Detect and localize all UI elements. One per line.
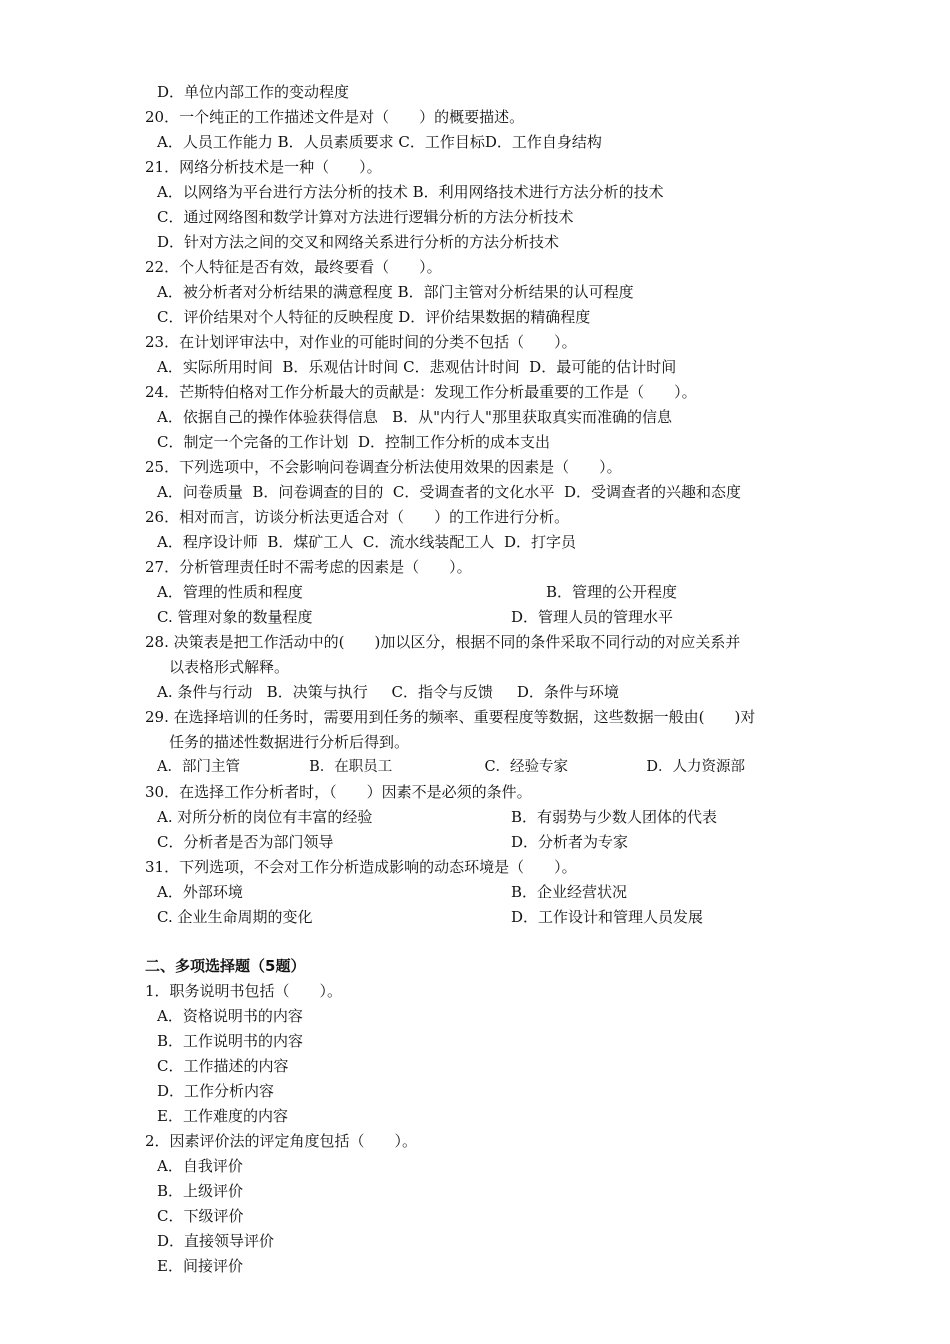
options-22-ab: A．被分析者对分析结果的满意程度 B．部门主管对分析结果的认可程度 xyxy=(157,283,634,301)
multi-option-2d: D．直接领导评价 xyxy=(157,1232,275,1250)
option-31-b: B．企业经营状况 xyxy=(511,883,628,901)
question-31: 31．下列选项，不会对工作分析造成影响的动态环境是（ ）。 xyxy=(145,858,577,876)
options-24-ab: A．依据自己的操作体验获得信息 B．从"内行人"那里获取真实而准确的信息 xyxy=(157,408,672,426)
multi-option-2b: B．上级评价 xyxy=(157,1182,244,1200)
section-heading: 二、多项选择题（5题） xyxy=(145,957,306,975)
option-31-d: D．工作设计和管理人员发展 xyxy=(511,908,704,926)
multi-option-2a: A．自我评价 xyxy=(157,1157,243,1175)
multi-option-1d: D．工作分析内容 xyxy=(157,1082,275,1100)
options-24-cd: C．制定一个完备的工作计划 D．控制工作分析的成本支出 xyxy=(157,433,551,451)
option-27-a: A．管理的性质和程度 xyxy=(157,583,303,601)
option-31-c: C. 企业生命周期的变化 xyxy=(157,908,313,926)
question-27: 27．分析管理责任时不需考虑的因素是（ ）。 xyxy=(145,558,472,576)
multi-option-1b: B．工作说明书的内容 xyxy=(157,1032,304,1050)
question-23: 23．在计划评审法中，对作业的可能时间的分类不包括（ ）。 xyxy=(145,333,577,351)
option-21-d: D．针对方法之间的交叉和网络关系进行分析的方法分析技术 xyxy=(157,233,560,251)
option-30-b: B．有弱势与少数人团体的代表 xyxy=(511,808,718,826)
question-20: 20．一个纯正的工作描述文件是对（ ）的概要描述。 xyxy=(145,108,525,126)
options-25: A．问卷质量 B．问卷调查的目的 C．受调查者的文化水平 D．受调查者的兴趣和态度 xyxy=(157,483,741,501)
options-22-cd: C．评价结果对个人特征的反映程度 D．评价结果数据的精确程度 xyxy=(157,308,591,326)
multi-option-2e: E．间接评价 xyxy=(157,1257,243,1275)
options-20: A．人员工作能力 B．人员素质要求 C．工作目标D．工作自身结构 xyxy=(157,133,602,151)
options-23: A．实际所用时间 B．乐观估计时间 C．悲观估计时间 D．最可能的估计时间 xyxy=(157,358,677,376)
multi-question-2: 2．因素评价法的评定角度包括（ ）。 xyxy=(145,1132,418,1150)
question-25: 25．下列选项中，不会影响问卷调查分析法使用效果的因素是（ ）。 xyxy=(145,458,622,476)
option-27-d: D．管理人员的管理水平 xyxy=(511,608,674,626)
multi-option-2c: C．下级评价 xyxy=(157,1207,244,1225)
question-26: 26．相对而言，访谈分析法更适合对（ ）的工作进行分析。 xyxy=(145,508,570,526)
option-30-c: C．分析者是否为部门领导 xyxy=(157,833,334,851)
question-28-cont: 以表格形式解释。 xyxy=(169,658,290,676)
question-30: 30．在选择工作分析者时，（ ）因素不是必须的条件。 xyxy=(145,783,532,801)
question-28: 28. 决策表是把工作活动中的( )加以区分，根据不同的条件采取不同行动的对应关系并 xyxy=(145,633,741,651)
option-31-a: A．外部环境 xyxy=(157,883,243,901)
multi-option-1e: E．工作难度的内容 xyxy=(157,1107,288,1125)
option-27-c: C. 管理对象的数量程度 xyxy=(157,608,313,626)
option-30-d: D．分析者为专家 xyxy=(511,833,629,851)
options-26: A．程序设计师 B．煤矿工人 C．流水线装配工人 D．打字员 xyxy=(157,533,576,551)
option-30-a: A. 对所分析的岗位有丰富的经验 xyxy=(157,808,373,826)
question-24: 24．芒斯特伯格对工作分析最大的贡献是：发现工作分析最重要的工作是（ ）。 xyxy=(145,383,697,401)
options-29: A．部门主管 B．在职员工 C．经验专家 D．人力资源部 xyxy=(157,759,746,775)
question-22: 22．个人特征是否有效，最终要看（ ）。 xyxy=(145,258,442,276)
options-28: A. 条件与行动 B．决策与执行 C．指令与反馈 D．条件与环境 xyxy=(157,683,619,701)
option-line: D．单位内部工作的变动程度 xyxy=(157,83,350,101)
question-29-cont: 任务的描述性数据进行分析后得到。 xyxy=(169,733,410,751)
options-21-ab: A．以网络为平台进行方法分析的技术 B．利用网络技术进行方法分析的技术 xyxy=(157,183,664,201)
multi-option-1c: C．工作描述的内容 xyxy=(157,1057,289,1075)
option-27-b: B．管理的公开程度 xyxy=(546,583,678,601)
option-21-c: C．通过网络图和数学计算对方法进行逻辑分析的方法分析技术 xyxy=(157,208,574,226)
multi-option-1a: A．资格说明书的内容 xyxy=(157,1007,303,1025)
question-21: 21．网络分析技术是一种（ ）。 xyxy=(145,158,382,176)
question-29: 29. 在选择培训的任务时，需要用到任务的频率、重要程度等数据，这些数据一般由( )对 xyxy=(145,708,756,726)
multi-question-1: 1．职务说明书包括（ ）。 xyxy=(145,982,343,1000)
